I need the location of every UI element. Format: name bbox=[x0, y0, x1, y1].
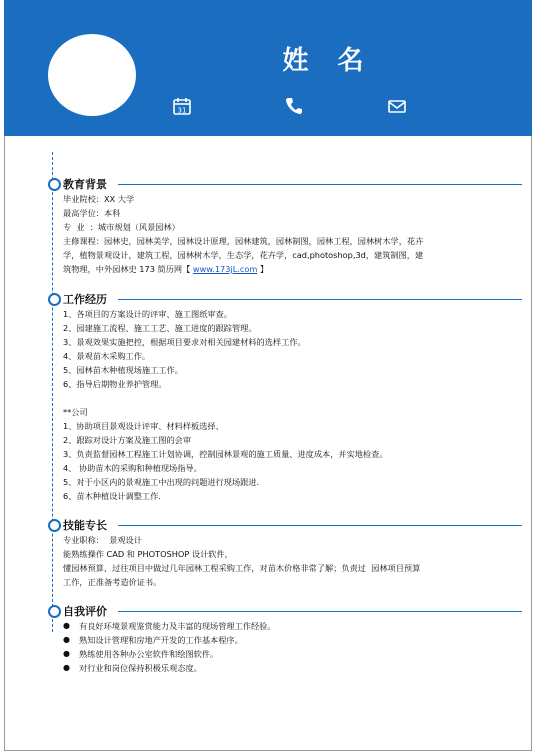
section-body bbox=[63, 192, 522, 276]
section-body bbox=[63, 533, 522, 589]
company-name: **公司 bbox=[63, 407, 88, 417]
text-line: 能熟练操作 CAD 和 PHOTOSHOP 设计软件， bbox=[63, 549, 233, 559]
section-education bbox=[48, 177, 522, 276]
list-item: ● 熟练使用各种办公室软件和绘图软件。 bbox=[63, 647, 522, 661]
timeline-dot bbox=[48, 293, 61, 306]
text-line: 1、各项目的方案设计的评审、施工图纸审查。 bbox=[63, 309, 232, 319]
text-line: 6、指导后期物业养护管理。 bbox=[63, 379, 167, 389]
section-title: 教育背景 bbox=[63, 178, 107, 191]
text-line: 学，植物景观设计，建筑工程，园林树木学，生态学，花卉学，cad,photoshop,3d，建筑制图，建 bbox=[63, 250, 424, 260]
text-line: 4、 协助苗木的采购和种植现场指导。 bbox=[63, 463, 202, 473]
section-body bbox=[63, 619, 522, 675]
timeline-dot bbox=[48, 519, 61, 532]
text-line: 1、协助项目景观设计评审、材料样板选择、 bbox=[63, 421, 224, 431]
evaluation-list bbox=[63, 619, 522, 675]
section-divider bbox=[118, 611, 522, 612]
text-line: 4、景观苗木采购工作。 bbox=[63, 351, 151, 361]
text-line: 2、园建施工流程、施工工艺、施工进度的跟踪管理。 bbox=[63, 323, 257, 333]
text-line: 筑物理，中外园林史 173 简历网【 www.173jL.com 】 bbox=[63, 264, 269, 274]
list-item: ● 对行业和岗位保持积极乐观态度。 bbox=[63, 661, 522, 675]
text-line: 主修课程：园林史，园林美学，园林设计原理，园林建筑，园林制图，园林工程，园林树木学，花卉 bbox=[63, 236, 424, 246]
calendar-icon bbox=[172, 96, 192, 116]
text-line: 3、景观效果实施把控，根据项目要求对相关园建材料的选样工作。 bbox=[63, 337, 306, 347]
section-body bbox=[63, 307, 522, 503]
phone-icon bbox=[284, 96, 304, 116]
section-divider bbox=[118, 299, 522, 300]
text-line: 专业职称： 景观设计 bbox=[63, 535, 142, 545]
text-line: 5、园林苗木种植现场施工工作。 bbox=[63, 365, 183, 375]
text-line: 最高学位：本科 bbox=[63, 208, 121, 218]
mail-icon bbox=[387, 96, 407, 116]
text-line: 5、对于小区内的景观施工中出现的问题进行现场跟进． bbox=[63, 477, 265, 487]
timeline-dot bbox=[48, 605, 61, 618]
section-evaluation bbox=[48, 604, 522, 675]
section-title: 工作经历 bbox=[63, 293, 107, 306]
text-line: 3、负责监督园林工程施工计划协调，控制园林景观的施工质量、进度成本，并实地检查。 bbox=[63, 449, 388, 459]
section-work bbox=[48, 292, 522, 503]
text-line: 工作，正准备考造价证书。 bbox=[63, 577, 162, 587]
list-item: ● 有良好环境景观鉴赏能力及丰富的现场管理工作经验。 bbox=[63, 619, 522, 633]
name-title: 姓 名 bbox=[282, 46, 374, 76]
timeline-dot bbox=[48, 178, 61, 191]
list-item: ● 熟知设计管理和房地产开发的工作基本程序。 bbox=[63, 633, 522, 647]
website-link[interactable]: www.173jL.com bbox=[192, 264, 258, 274]
text-line: 专 业 ：城市规划（风景园林） bbox=[63, 222, 180, 232]
calendar-day: 31 bbox=[177, 106, 187, 115]
section-title: 技能专长 bbox=[63, 519, 107, 532]
section-divider bbox=[118, 525, 522, 526]
blank-line bbox=[63, 391, 522, 405]
header-banner bbox=[4, 0, 532, 136]
text-line: 6、苗木种植设计调整工作． bbox=[63, 491, 167, 501]
section-divider bbox=[118, 184, 522, 185]
text-line: 懂园林预算，过往项目中做过几年园林工程采购工作，对苗木价格非常了解；负责过 园林项目预算 bbox=[63, 563, 421, 573]
text-line: 2、跟踪对设计方案及施工图的会审 bbox=[63, 435, 192, 445]
section-skills bbox=[48, 518, 522, 589]
text-line: 毕业院校：XX 大学 bbox=[63, 194, 135, 204]
section-title: 自我评价 bbox=[63, 605, 107, 618]
